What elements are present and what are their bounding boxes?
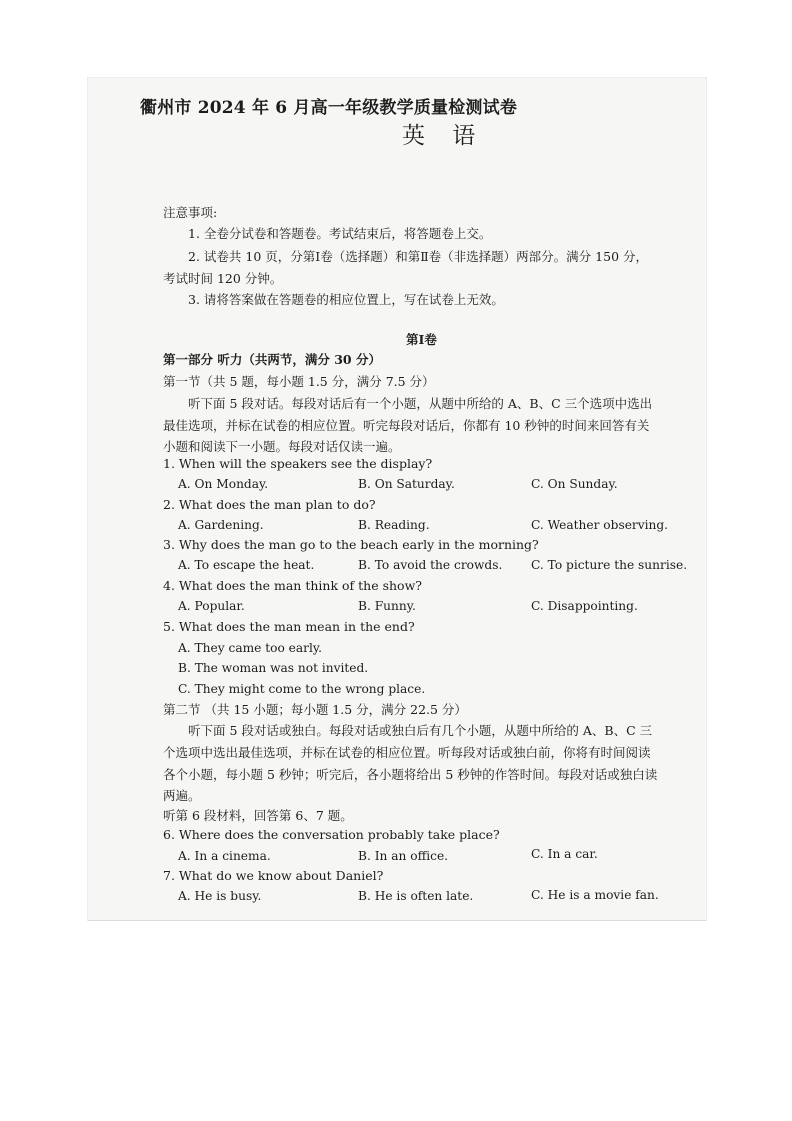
q5-option-b: B. The woman was not invited. <box>178 661 369 675</box>
question-1: 1. When will the speakers see the display? <box>163 456 433 471</box>
section1-instruction-3: 小题和阅读下一小题。每段对话仅读一遍。 <box>163 439 401 454</box>
q6-option-b: B. In an office. <box>358 849 449 863</box>
notice-item-2-cont: 考试时间 120 分钟。 <box>163 271 283 286</box>
question-3: 3. Why does the man go to the beach early in the morning? <box>163 537 539 552</box>
q7-option-b: B. He is often late. <box>358 889 474 903</box>
section2-instruction-2: 个选项中选出最佳选项，并标在试卷的相应位置。听每段对话或独白前，你将有时间阅读 <box>163 745 651 760</box>
section1-instruction-2: 最佳选项，并标在试卷的相应位置。听完每段对话后，你都有 10 秒钟的时间来回答有关 <box>163 418 650 433</box>
question-7: 7. What do we know about Daniel? <box>163 868 384 883</box>
q3-option-b: B. To avoid the crowds. <box>358 558 503 572</box>
section2-instruction-3: 各个小题，每小题 5 秒钟；听完后，各小题将给出 5 秒钟的作答时间。每段对话或独白读 <box>163 767 658 782</box>
notice-item-1: 1. 全卷分试卷和答题卷。考试结束后，将答题卷上交。 <box>188 226 492 241</box>
part1-title: 第一部分 听力（共两节，满分 30 分） <box>163 352 381 367</box>
section2-instruction-1: 听下面 5 段对话或独白。每段对话或独白后有几个小题，从题中所给的 A、B、C 三 <box>188 723 653 738</box>
volume-title: 第Ⅰ卷 <box>406 332 437 347</box>
q2-option-a: A. Gardening. <box>178 518 264 532</box>
question-2: 2. What does the man plan to do? <box>163 497 376 512</box>
q1-option-c: C. On Sunday. <box>531 477 618 491</box>
q5-option-a: A. They came too early. <box>178 641 323 655</box>
exam-title: 衢州市 2024 年 6 月高一年级教学质量检测试卷 <box>140 98 518 118</box>
q7-option-a: A. He is busy. <box>178 889 262 903</box>
question-6: 6. Where does the conversation probably take place? <box>163 827 500 842</box>
q2-option-c: C. Weather observing. <box>531 518 669 532</box>
q3-option-a: A. To escape the heat. <box>178 558 315 572</box>
section2-instruction-4: 两遍。 <box>163 788 201 803</box>
q1-option-a: A. On Monday. <box>178 477 269 491</box>
q6-option-c: C. In a car. <box>531 847 598 861</box>
section1-instruction-1: 听下面 5 段对话。每段对话后有一个小题，从题中所给的 A、B、C 三个选项中选出 <box>188 396 653 411</box>
section2-title: 第二节 （共 15 小题；每小题 1.5 分，满分 22.5 分） <box>163 702 467 717</box>
question-4: 4. What does the man think of the show? <box>163 578 422 593</box>
q4-option-b: B. Funny. <box>358 599 416 613</box>
q1-option-b: B. On Saturday. <box>358 477 455 491</box>
q2-option-b: B. Reading. <box>358 518 430 532</box>
q7-option-c: C. He is a movie fan. <box>531 888 659 902</box>
notice-item-2: 2. 试卷共 10 页，分第Ⅰ卷（选择题）和第Ⅱ卷（非选择题）两部分。满分 150 分， <box>188 249 648 264</box>
page-bottom-edge <box>88 920 706 921</box>
notice-item-3: 3. 请将答案做在答题卷的相应位置上，写在试卷上无效。 <box>188 292 504 307</box>
subject-title: 英 语 <box>402 123 486 149</box>
q5-option-c: C. They might come to the wrong place. <box>178 682 426 696</box>
question-5: 5. What does the man mean in the end? <box>163 619 415 634</box>
q4-option-c: C. Disappointing. <box>531 599 638 613</box>
material-note: 听第 6 段材料，回答第 6、7 题。 <box>163 808 353 823</box>
q4-option-a: A. Popular. <box>178 599 245 613</box>
q6-option-a: A. In a cinema. <box>178 849 271 863</box>
section1-title: 第一节（共 5 题，每小题 1.5 分，满分 7.5 分） <box>163 374 435 389</box>
notice-heading: 注意事项: <box>163 205 218 220</box>
q3-option-c: C. To picture the sunrise. <box>531 558 688 572</box>
